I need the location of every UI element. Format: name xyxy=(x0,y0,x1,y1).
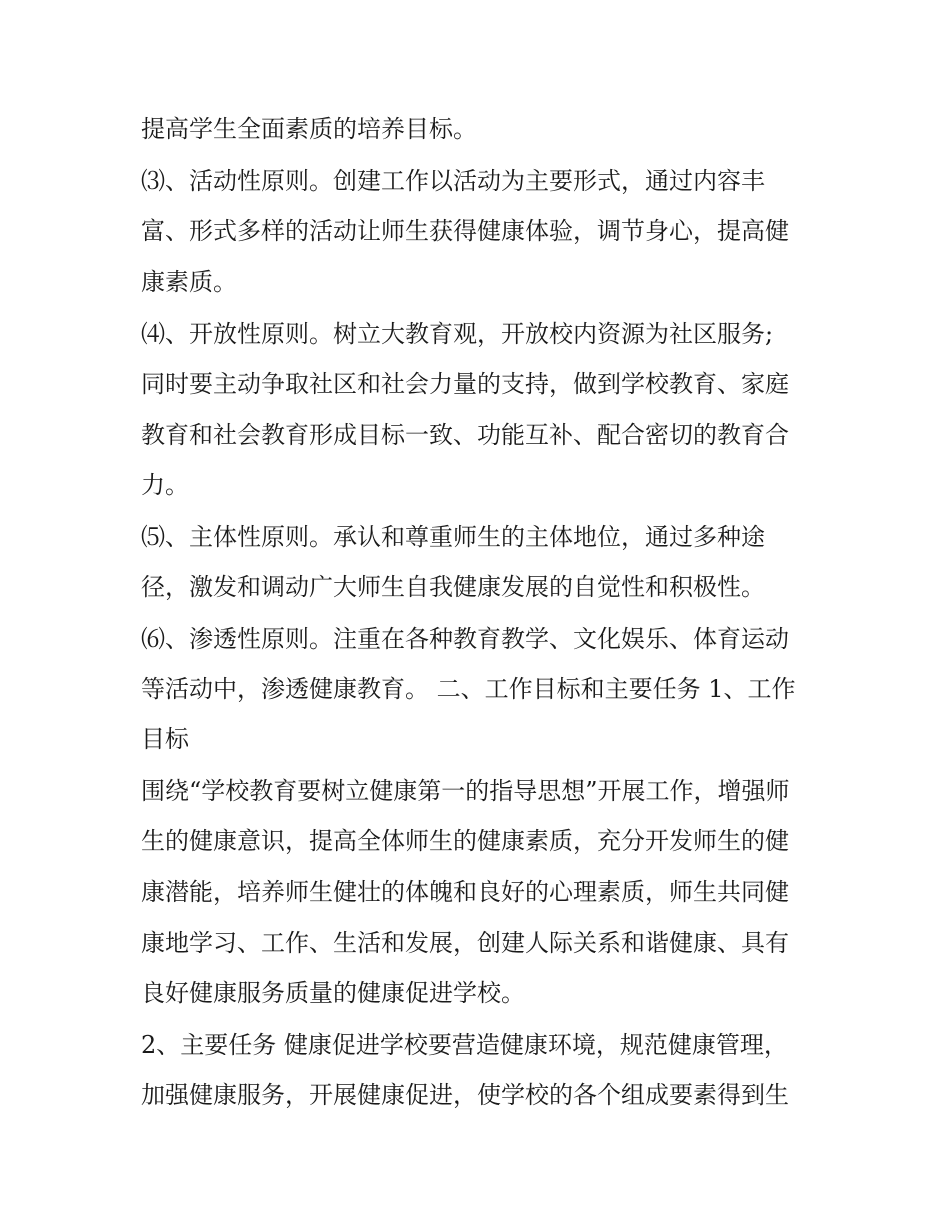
text-line: 康地学习、工作、生活和发展，创建人际关系和谐健康、具有 xyxy=(141,929,789,957)
text-line: 同时要主动争取社区和社会力量的支持，做到学校教育、家庭 xyxy=(141,370,789,398)
text-line: 径，激发和调动广大师生自我健康发展的自觉性和积极性。 xyxy=(141,573,765,601)
text-line: 加强健康服务，开展健康促进，使学校的各个组成要素得到生 xyxy=(141,1081,789,1109)
text-line: 生的健康意识，提高全体师生的健康素质，充分开发师生的健 xyxy=(141,827,789,855)
text-line: 良好健康服务质量的健康促进学校。 xyxy=(141,979,525,1007)
text-line: 教育和社会教育形成目标一致、功能互补、配合密切的教育合 xyxy=(141,421,789,449)
text-line: ⑶、活动性原则。创建工作以活动为主要形式，通过内容丰 xyxy=(141,167,765,195)
text-line: 提高学生全面素质的培养目标。 xyxy=(141,115,477,143)
text-line: ⑹、渗透性原则。注重在各种教育教学、文化娱乐、体育运动 xyxy=(141,625,789,653)
text-line: 目标 xyxy=(141,725,189,753)
text-line: 康潜能，培养师生健壮的体魄和良好的心理素质，师生共同健 xyxy=(141,878,789,906)
text-line: ⑷、开放性原则。树立大教育观，开放校内资源为社区服务; xyxy=(141,320,774,348)
text-line: 康素质。 xyxy=(141,268,237,296)
text-line: 2、主要任务 健康促进学校要营造健康环境，规范健康管理， xyxy=(141,1031,788,1059)
text-line: ⑸、主体性原则。承认和尊重师生的主体地位，通过多种途 xyxy=(141,523,765,551)
text-line: 力。 xyxy=(141,471,189,499)
text-line: 富、形式多样的活动让师生获得健康体验，调节身心，提高健 xyxy=(141,217,789,245)
text-line: 等活动中，渗透健康教育。 二、工作目标和主要任务 1、工作 xyxy=(141,675,796,703)
text-line: 围绕“学校教育要树立健康第一的指导思想”开展工作，增强师 xyxy=(141,777,790,805)
